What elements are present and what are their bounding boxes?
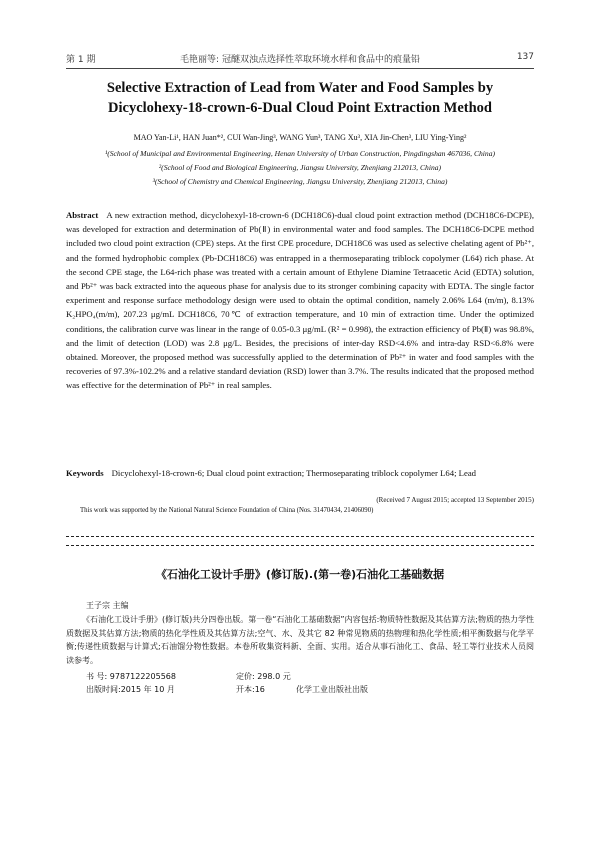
- isbn-value: 9787122205568: [109, 672, 176, 681]
- funding-note: This work was supported by the National Natural Science Foundation of China (Nos. 31470434, 21406090): [80, 507, 374, 514]
- date-cell: [86, 683, 236, 696]
- book-editor: 王子宗 主编: [86, 601, 129, 610]
- running-header: [66, 52, 534, 66]
- header-rule: [66, 68, 534, 69]
- affiliations: [40, 147, 560, 189]
- section-divider: [66, 536, 534, 546]
- abstract: [66, 208, 534, 393]
- price-value: 298.0 元: [257, 672, 291, 681]
- title-line-2: Dicyclohexy-18-crown-6-Dual Cloud Point Extraction Method: [108, 100, 492, 116]
- format-value: 16: [254, 685, 265, 694]
- affiliation-1: ¹(School of Municipal and Environmental Engineering, Henan University of Urban Construction, Pingdingshan 467036, China): [104, 149, 496, 158]
- isbn-cell: [86, 670, 236, 683]
- title-line-1: Selective Extraction of Lead from Water and Food Samples by: [106, 80, 494, 96]
- date-value: 2015 年 10 月: [120, 685, 175, 694]
- abstract-text: A new extraction method, dicyclohexyl-18-crown-6 (DCH18C6)-dual cloud point extraction method (DCH18C6-DCPE), was developed for extraction and determination of Pb(Ⅱ) in environmental water and food samples. The DCH18C6-DCPE method included two cloud point extraction (CPE) steps. At the first CPE procedure, DCH18C6 was used as selective chelating agent of Pb²⁺, and the formed hydrophobic complex (Pb-DCH18C6) was entrapped in a thermoseparating triblock copolymer (L64) rich phase. At the second CPE stage, the L64-rich phase was treated with a certain amount of Ethylene Diamine Tetraacetic Acid (EDTA) solution, and Pb²⁺ was back extracted into the aqueous phase for analysis due to its stronger combining capacity with EDTA. The single factor experiment and response surface methodology design were used to obtain the optimal condition, namely 2.06% L64 (m/m), 8.13% K₂HPO₄(m/m), 207.23 μg/mL DCH18C6, 70℃ of extraction temperature, and 10 min of extraction time. Under the optimized conditions, the calibration curve was linear in the range of 0.05-0.3 μg/mL (R² = 0.998), the extraction efficiency of Pb(Ⅱ) was 98.8%, and the limit of detection (LOD) was 2.8 μg/L. Besides, the precisions of inter-day RSD<4.6% and intra-day RSD<6.8% were obtained. Moreover, the proposed method was successfully applied to the determination of Pb²⁺ in water and food samples with the recoveries of 97.3%-102.2% and a relative standard deviation (RSD) lower than 3.7%. The results indicated that the proposed method was effective for the determination of Pb²⁺ in real samples.: [66, 210, 534, 391]
- keywords-label: Keywords: [66, 468, 104, 478]
- book-description: 《石油化工设计手册》(修订版)共分四卷出版。第一卷“石油化工基础数据”内容包括:物质特性数据及其估算方法;物质的热力学性质数据及其估算方法;物质的热化学性质及其估算方法;空气、水、及其它 82 种常见物质的热物理和热化学性质;相平衡数据与化学平衡;传递性质数据与计算式;石油馏分物性数据。本卷所收集资料新、全面、实用。适合从事石油化工、食品、轻工等行业技术人员阅读参考。: [66, 615, 534, 665]
- date-label: 出版时间:: [86, 685, 121, 694]
- received-dates: (Received 7 August 2015; accepted 13 September 2015): [376, 496, 534, 504]
- running-title: 毛艳丽等: 冠醚双浊点选择性萃取环境水样和食品中的痕量铅: [180, 55, 420, 65]
- book-meta-row-1: [86, 670, 368, 683]
- publisher: 化学工业出版社出版: [296, 685, 368, 694]
- abstract-label: Abstract: [66, 210, 99, 220]
- isbn-label: 书 号:: [86, 672, 108, 681]
- price-cell: [236, 670, 291, 683]
- format-label: 开本:: [236, 685, 255, 694]
- affiliation-2: ²(School of Food and Biological Engineering, Jiangsu University, Zhenjiang 212013, China): [158, 163, 442, 172]
- book-meta-row-2: [86, 683, 368, 696]
- format-cell: [236, 683, 296, 696]
- keywords-text: Dicyclohexyl-18-crown-6; Dual cloud point extraction; Thermoseparating triblock copolymer L64; Lead: [111, 468, 477, 478]
- book-title: 《石油化工设计手册》(修订版).(第一卷)石油化工基础数据: [155, 568, 445, 581]
- article-title: [60, 78, 540, 118]
- author-list: MAO Yan-Li¹, HAN Juan*², CUI Wan-Jing³, WANG Yun³, TANG Xu³, XIA Jin-Chen³, LIU Ying-Ying²: [133, 133, 467, 142]
- affiliation-3: ³(School of Chemistry and Chemical Engineering, Jiangsu University, Zhenjiang 212013, China): [152, 177, 448, 186]
- keywords: [66, 466, 534, 480]
- issue-number: 第 1 期: [66, 55, 96, 65]
- price-label: 定价:: [236, 672, 255, 681]
- book-metadata: [86, 670, 368, 696]
- page-number: 137: [516, 52, 534, 62]
